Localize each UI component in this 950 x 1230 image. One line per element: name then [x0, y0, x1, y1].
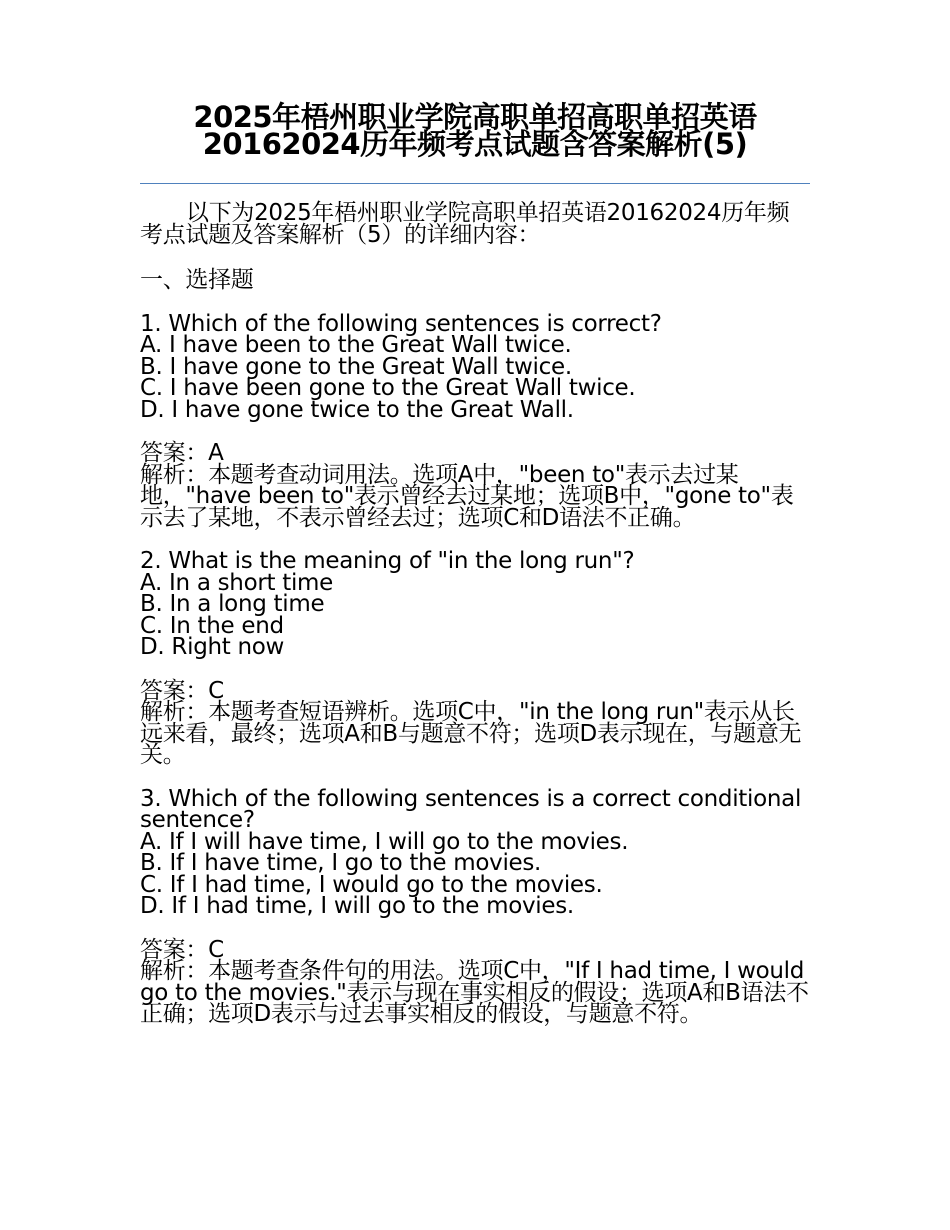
option-c: C. I have been gone to the Great Wall twice. [140, 375, 636, 401]
intro-paragraph: 以下为2025年梧州职业学院高职单招英语20162024历年频考点试题及答案解析（5）的详细内容： [140, 200, 790, 248]
answer-block-1 [140, 440, 810, 531]
analysis: 解析：本题考查条件句的用法。选项C中，"If I had time, I would go to the movies."表示与现在事实相反的假设；选项A和B语法不正确；选项D表示与过去事实相反的假设，与题意不符。 [140, 958, 809, 1027]
question-1 [140, 310, 810, 423]
option-a: A. If I will have time, I will go to the movies. [140, 828, 629, 855]
section-heading: 一、选择题 [140, 267, 254, 293]
option-b: B. If I have time, I go to the movies. [140, 850, 542, 876]
question-stem: 1. Which of the following sentences is correct? [140, 310, 662, 337]
title-divider [140, 183, 810, 184]
option-a: A. I have been to the Great Wall twice. [140, 332, 572, 358]
option-c: C. In the end [140, 612, 284, 639]
document-body [140, 200, 810, 1048]
answer-block-2 [140, 677, 810, 768]
answer: 答案：A [140, 440, 224, 466]
option-b: B. In a long time [140, 591, 325, 617]
option-a: A. In a short time [140, 569, 334, 596]
question-stem: 3. Which of the following sentences is a correct conditional sentence? [140, 785, 802, 833]
answer: 答案：C [140, 677, 224, 704]
question-stem: 2. What is the meaning of "in the long run"? [140, 548, 635, 574]
analysis: 解析：本题考查动词用法。选项A中，"been to"表示去过某地，"have been to"表示曾经去过某地；选项B中，"gone to"表示去了某地，不表示曾经去过；选项C和D语法不正确。 [140, 461, 794, 531]
analysis: 解析：本题考查短语辨析。选项C中，"in the long run"表示从长远来看，最终；选项A和B与题意不符；选项D表示现在，与题意无关。 [140, 699, 802, 768]
option-d: D. If I had time, I will go to the movies. [140, 893, 574, 919]
option-c: C. If I had time, I would go to the movies. [140, 871, 603, 898]
question-3 [140, 785, 810, 919]
answer-block-3 [140, 936, 810, 1027]
option-d: D. Right now [140, 634, 285, 660]
question-2 [140, 548, 810, 660]
document-title: 2025年梧州职业学院高职单招高职单招英语20162024历年频考点试题含答案解析(5) [193, 100, 757, 161]
option-d: D. I have gone twice to the Great Wall. [140, 396, 574, 423]
option-b: B. I have gone to the Great Wall twice. [140, 353, 572, 380]
answer: 答案：C [140, 936, 224, 963]
